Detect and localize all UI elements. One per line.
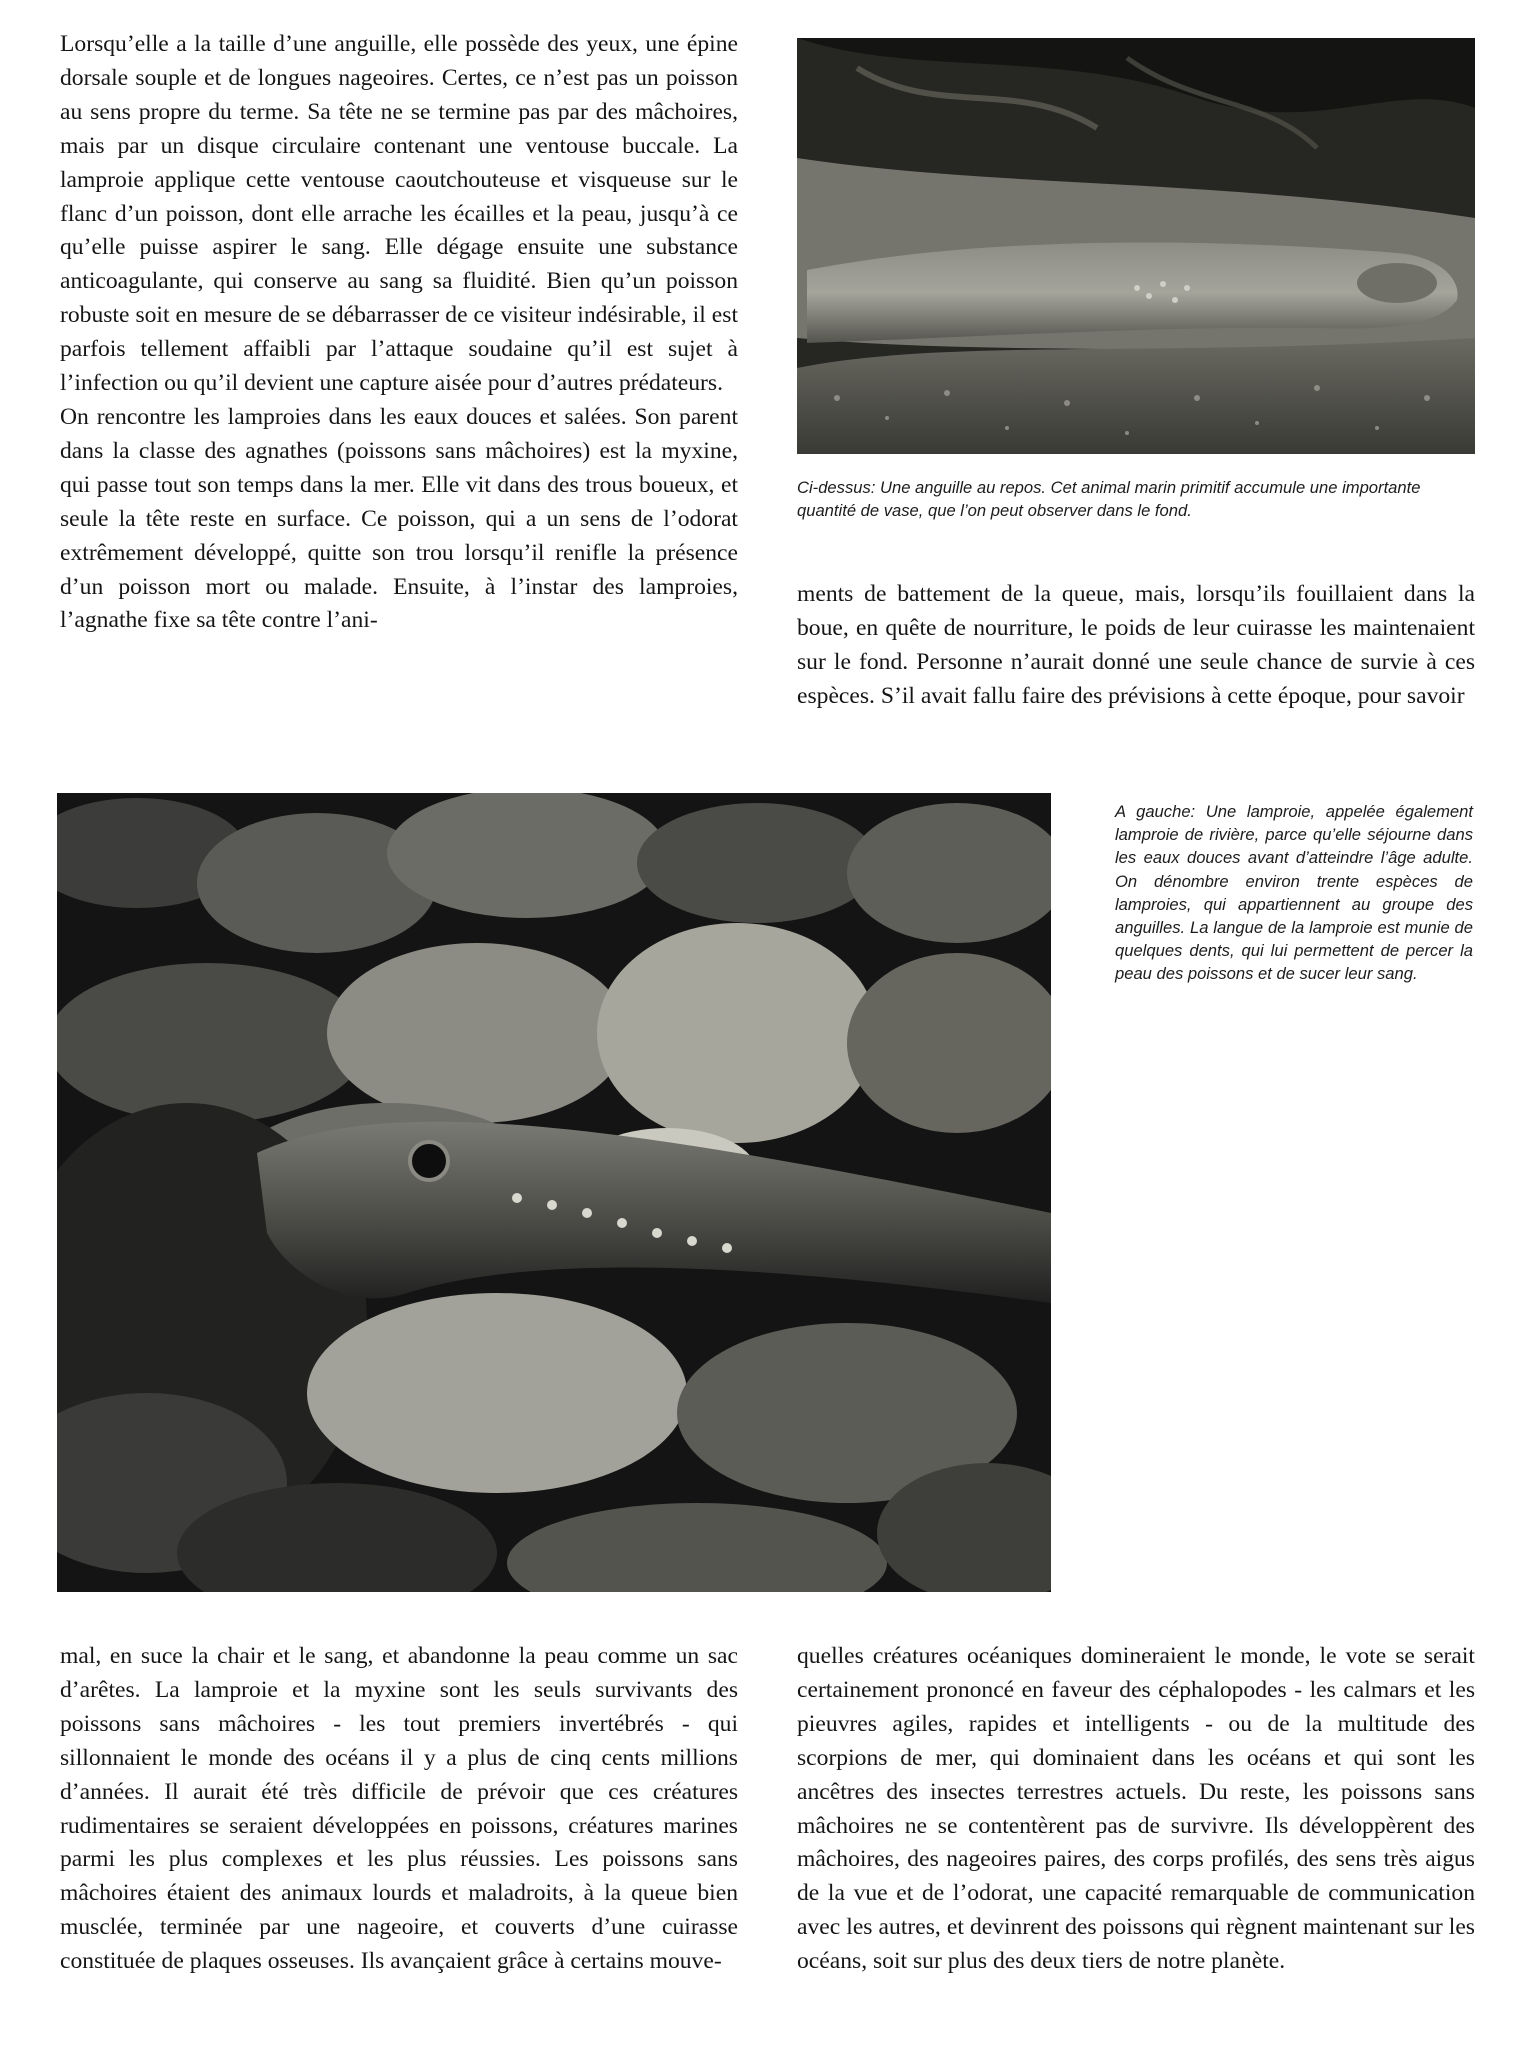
article-column-left-top [60,28,738,638]
lamprey-photo [57,793,1051,1592]
article-column-right-middle [797,578,1475,714]
eel-photo-caption: Ci-dessus: Une anguille au repos. Cet animal marin primitif accumule une importante quantité de vase, que l’on peut observer dans le fond. [797,478,1421,521]
lamprey-photo-caption: A gauche: Une lamproie, appelée également lamproie de rivière, parce qu’elle séjourne dans les eaux douces avant d’atteindre l’âge adulte. On dénombre environ trente espèces de lamproies, qui appartiennent au groupe des anguilles. La langue de la lamproie est munie de quelques dents, qui lui permettent de percer la peau des poissons et de sucer leur sang. [1115,802,1473,984]
paragraph: quelles créatures océaniques domineraient le monde, le vote se serait certainement prononcé en faveur des céphalopodes - les calmars et les pieuvres agiles, rapides et intelligents - ou de la multitude des scorpions de mer, qui dominaient dans les océans et qui sont les ancêtres des insectes terrestres actuels. Du reste, les poissons sans mâchoires ne se contentèrent pas de survivre. Ils développèrent des mâchoires, des nageoires paires, des corps profilés, des sens très aigus de la vue et de l’odorat, une capacité remarquable de communication avec les autres, et devinrent des poissons qui règnent maintenant sur les océans, soit sur plus des deux tiers de notre planète. [797,1643,1475,1975]
eel-photo [797,38,1475,454]
article-column-left-bottom [60,1640,738,1979]
paragraph: Lorsqu’elle a la taille d’une anguille, elle possède des yeux, une épine dorsale souple et de longues nageoires. Certes, ce n’est pas un poisson au sens propre du terme. Sa tête ne se termine pas par des mâchoires, mais par un disque circulaire contenant une ventouse buccale. La lamproie applique cette ventouse caoutchouteuse et visqueuse sur le flanc d’un poisson, dont elle arrache les écailles et la peau, jusqu’à ce qu’elle puisse aspirer le sang. Elle dégage ensuite une substance anticoagulante, qui conserve au sang sa fluidité. Bien qu’un poisson robuste soit en mesure de se débarrasser de ce visiteur indésirable, il est parfois tellement affaibli par l’attaque soudaine qu’il est sujet à l’infection ou qu’il devient une capture aisée pour d’autres prédateurs. [60,31,738,397]
article-column-right-bottom [797,1640,1475,1979]
paragraph: ments de battement de la queue, mais, lorsqu’ils fouillaient dans la boue, en quête de nourriture, le poids de leur cuirasse les maintenaient sur le fond. Personne n’aurait donné une seule chance de survie à ces espèces. S’il avait fallu faire des prévisions à cette époque, pour savoir [797,581,1475,709]
paragraph: mal, en suce la chair et le sang, et abandonne la peau comme un sac d’arêtes. La lamproie et la myxine sont les seuls survivants des poissons sans mâchoires - les tout premiers invertébrés - qui sillonnaient le monde des océans il y a plus de cinq cents millions d’années. Il aurait été très difficile de prévoir que ces créatures rudimentaires se seraient développées en poissons, créatures marines parmi les plus complexes et les plus réussies. Les poissons sans mâchoires étaient des animaux lourds et maladroits, à la queue bien musclée, terminée par une nageoire, et couverts d’une cuirasse constituée de plaques osseuses. Ils avançaient grâce à certains mouve- [60,1643,738,1975]
paragraph: On rencontre les lamproies dans les eaux douces et salées. Son parent dans la classe des agnathes (poissons sans mâchoires) est la myxine, qui passe tout son temps dans la mer. Elle vit dans des trous boueux, et seule la tête reste en surface. Ce poisson, qui a un sens de l’odorat extrêmement développé, quitte son trou lorsqu’il renifle la présence d’un poisson mort ou malade. Ensuite, à l’instar des lamproies, l’agnathe fixe sa tête contre l’ani- [60,403,738,634]
